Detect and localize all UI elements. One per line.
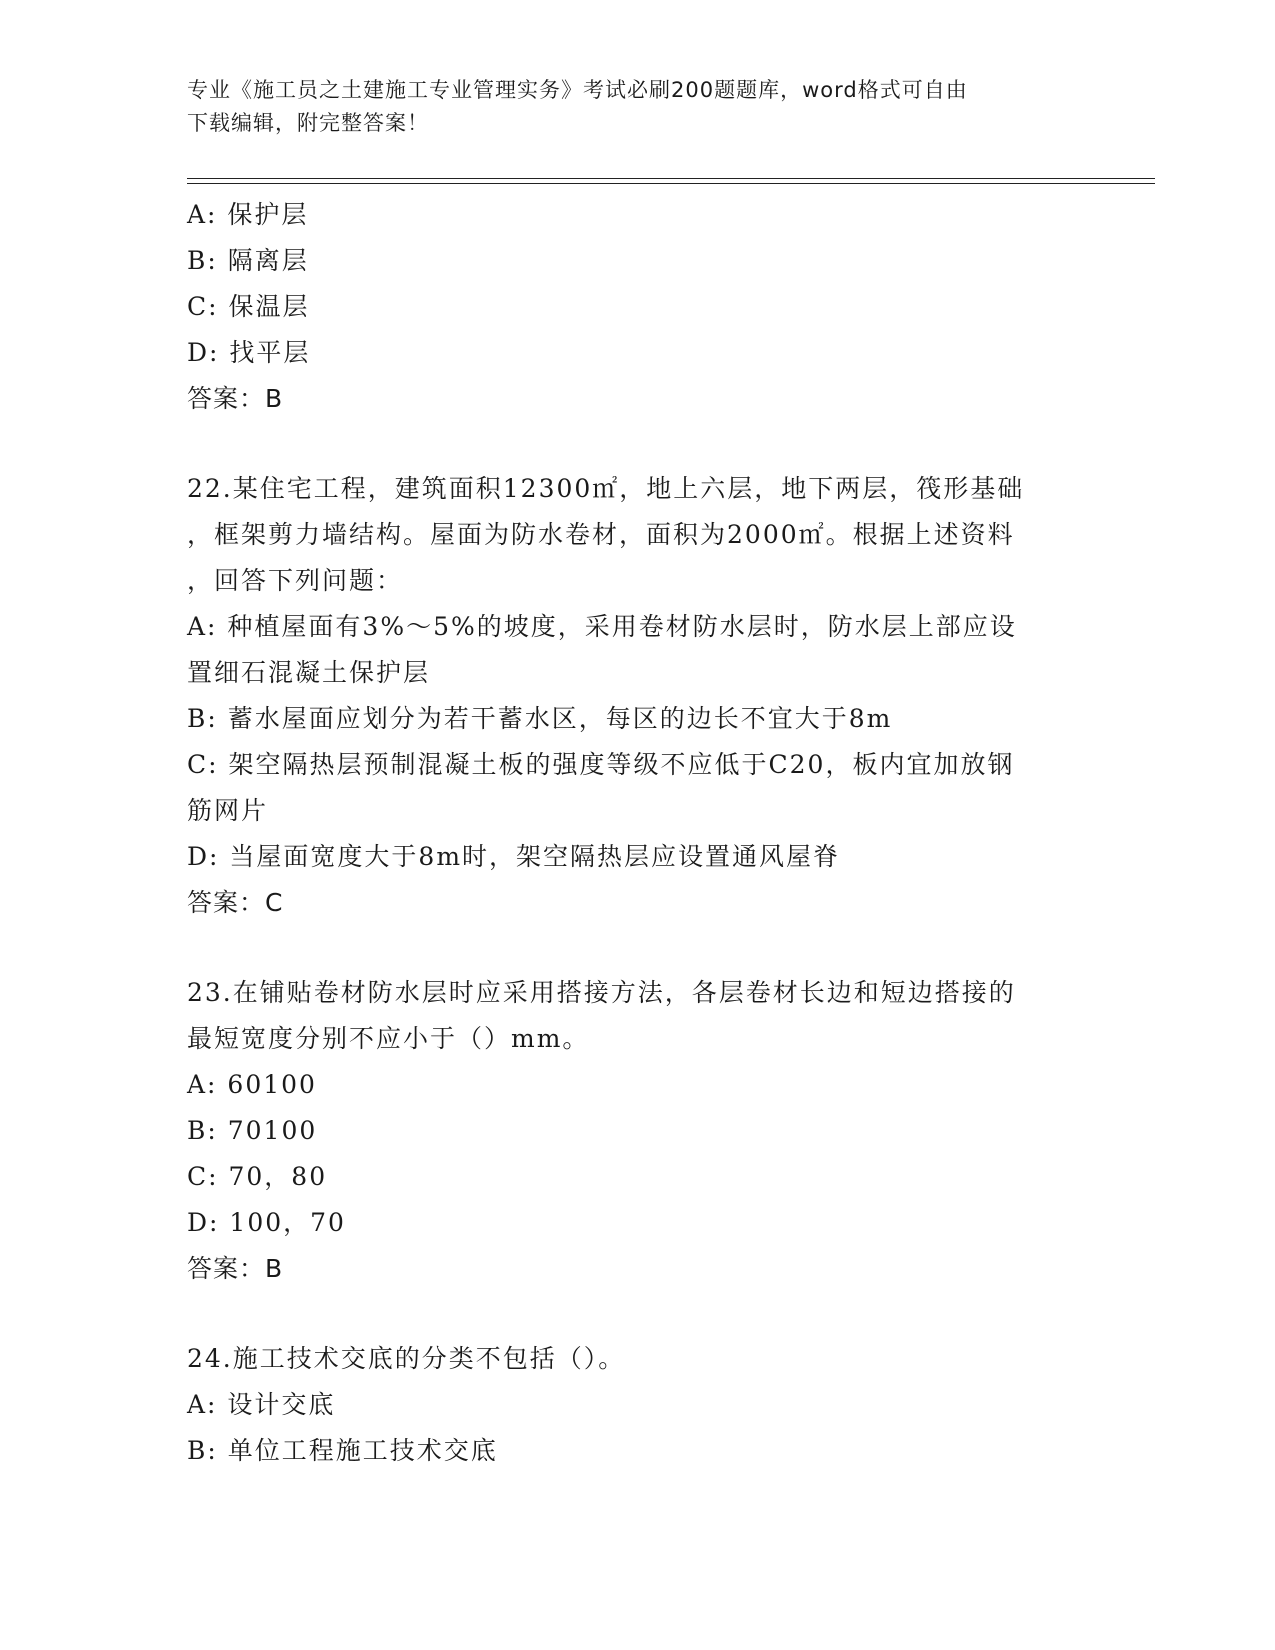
answer: 答案：B — [187, 384, 284, 413]
option-b: B: 蓄水屋面应划分为若干蓄水区，每区的边长不宜大于8m — [187, 704, 893, 733]
question-stem: ，回答下列问题： — [187, 566, 404, 595]
question-21 — [187, 192, 1087, 422]
option-a: A: 设计交底 — [187, 1390, 336, 1419]
option-b: B: 70100 — [187, 1116, 318, 1145]
option-a: A: 60100 — [187, 1070, 317, 1099]
question-stem: 23.在铺贴卷材防水层时应采用搭接方法，各层卷材长边和短边搭接的 — [187, 978, 1016, 1007]
option-c-continued: 筋网片 — [187, 796, 269, 825]
question-22 — [187, 466, 1087, 926]
question-23 — [187, 970, 1087, 1292]
option-d: D: 100，70 — [187, 1208, 346, 1237]
option-a: A: 种植屋面有3%～5%的坡度，采用卷材防水层时，防水层上部应设 — [187, 612, 1017, 641]
option-c: C: 70，80 — [187, 1162, 328, 1191]
question-stem: ，框架剪力墙结构。屋面为防水卷材，面积为2000㎡。根据上述资料 — [187, 520, 1015, 549]
option-d: D: 当屋面宽度大于8m时，架空隔热层应设置通风屋脊 — [187, 842, 841, 871]
header-divider-bottom — [187, 183, 1155, 184]
document-header — [187, 74, 1087, 140]
header-line-2: 下载编辑，附完整答案！ — [187, 111, 429, 135]
option-c: C: 保温层 — [187, 292, 310, 321]
answer: 答案：C — [187, 888, 284, 917]
question-stem: 最短宽度分别不应小于（）mm。 — [187, 1024, 590, 1053]
header-line-1: 专业《施工员之土建施工专业管理实务》考试必刷200题题库，word格式可自由 — [187, 78, 968, 102]
answer: 答案：B — [187, 1254, 284, 1283]
option-b: B: 隔离层 — [187, 246, 309, 275]
question-list — [187, 192, 1087, 1474]
question-stem: 22.某住宅工程，建筑面积12300㎡，地上六层，地下两层，筏形基础 — [187, 474, 1025, 503]
question-stem: 24.施工技术交底的分类不包括（）。 — [187, 1344, 626, 1373]
option-c: C: 架空隔热层预制混凝土板的强度等级不应低于C20，板内宜加放钢 — [187, 750, 1015, 779]
header-divider-top — [187, 178, 1155, 179]
option-d: D: 找平层 — [187, 338, 311, 367]
option-a: A: 保护层 — [187, 200, 309, 229]
option-a-continued: 置细石混凝土保护层 — [187, 658, 431, 687]
question-24 — [187, 1336, 1087, 1474]
option-b: B: 单位工程施工技术交底 — [187, 1436, 498, 1465]
